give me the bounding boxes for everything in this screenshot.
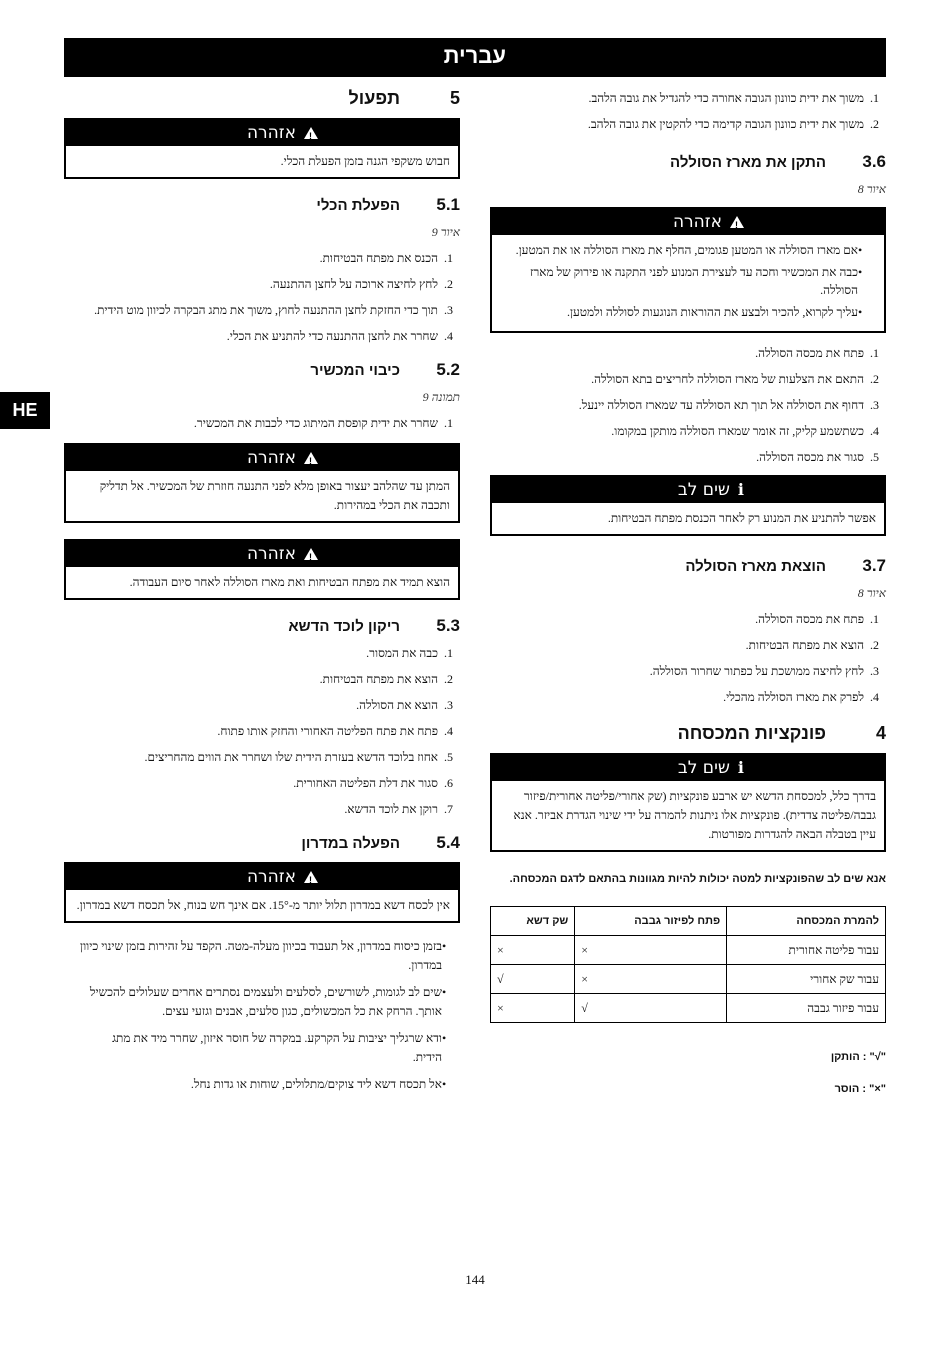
section-heading-5-1: 5.1 הפעלת הכלי	[316, 195, 460, 214]
table-row	[491, 965, 886, 994]
warning-box-header: ! אזהרה	[66, 445, 458, 471]
list-item: .6 סגור את דלת הפליטה האחורית.	[293, 776, 453, 790]
list-item: .3 תוך כדי החזקת לחצן ההתנעה לחוץ, משוך את מתג הבקרה לכיוון מוט הידית.	[94, 303, 453, 317]
figure-reference: תמונה 9	[422, 390, 460, 404]
table-row	[491, 994, 886, 1023]
legend-installed: "√" : הותקן	[830, 1051, 886, 1063]
list-item: .2 משוך את ידית כוונון הגובה קדימה כדי להקטין את גובה הלהב.	[587, 117, 879, 131]
table-row	[491, 936, 886, 965]
table-cell: √	[491, 965, 575, 994]
right-column	[490, 90, 886, 1113]
note-box-header: i שים לב	[492, 477, 884, 503]
note-text: בדרך כלל, למכסחת הדשא יש ארבע פונקציות (שק אחורי/פליטה אחורית/פיזור גבבה/פליטה צדדית). פונקציות אלו ניתנות להמרה על ידי שינוי הגדרת אביזר. אנא עיין בטבלה הבאה להגדרות מפורטות.	[513, 789, 876, 841]
figure-reference: איור 8	[857, 182, 886, 196]
table-cell: √	[575, 994, 727, 1023]
table-note: אנא שים לב שהפונקציות למטה יכולות להיות מגוונות בהתאם לדגם המכסחה.	[509, 873, 886, 885]
info-icon: i	[737, 758, 744, 777]
table-cell: עבור פליטה אחורית	[727, 936, 886, 965]
section-heading-5: 5 תפעול	[348, 88, 460, 108]
list-item: .2 הוצא את מפתח הבטיחות.	[745, 638, 879, 652]
section-heading-5-4: 5.4 הפעלה במדרון	[301, 833, 460, 852]
function-table	[490, 906, 886, 1023]
list-item: .1 שחרר את ידית קופסת המיתוג כדי לכבות את המכשיר.	[193, 416, 453, 430]
bullet-item: • ודא שרגליך יציבות על הקרקע. במקרה של חוסר איזון, שחרר מיד את מתג הידית.	[112, 1031, 447, 1064]
table-cell: ×	[575, 936, 727, 965]
list-item: .4 שחרר את לחצן ההתנעה כדי להתניע את הכלי.	[226, 329, 453, 343]
list-item: .1 פתח את מכסה הסוללה.	[755, 612, 879, 626]
bullet-item: • עליך לקרוא, להכיר ולבצע את ההוראות הנוגעות לסוללה ולמטען.	[566, 305, 863, 319]
figure-reference: איור 8	[857, 586, 886, 600]
warning-box-header: ! אזהרה	[66, 120, 458, 146]
warning-box	[64, 539, 460, 600]
table-header-row	[491, 907, 886, 936]
list-item: .4 לפרק את מארז הסוללה מהכלי.	[723, 690, 879, 704]
language-header-title: עברית	[443, 43, 506, 68]
list-item: .5 סגור את מכסה הסוללה.	[756, 450, 879, 464]
warning-box-header: ! אזהרה	[66, 541, 458, 567]
list-item: .2 התאם את הצלעות של מארז הסוללה לחריצים בתא הסוללה.	[591, 372, 879, 386]
section-heading-5-3: 5.3 ריקון לוכד הדשא	[288, 616, 460, 635]
list-item: .1 משוך את ידית כוונון הגובה אחורה כדי להגדיל את גובה הלהב.	[588, 91, 879, 105]
section-heading-4: 4 פונקציות המכסחה	[677, 723, 886, 743]
note-box	[490, 475, 886, 536]
list-item: .2 לחץ לחיצה ארוכה על לחצן ההתנעה.	[269, 277, 453, 291]
warning-box	[490, 207, 886, 333]
table-cell: ×	[491, 936, 575, 965]
section-heading-3-7: 3.7 הוצאת מארז הסוללה	[685, 556, 886, 575]
warning-triangle-icon	[304, 548, 318, 560]
warning-text: אין לכסח דשא במדרון תלול יותר מ-15°. אם אינך חש בנוח, אל תכסח דשא במדרון.	[76, 898, 450, 912]
bullet-item: • שים לב לגומות, לשורשים, לסלעים ולעצמים נסתרים אחרים שעלולים להכשיל אותך. הרחק את כל המכשולים, כגון סלעים, אבנים וגזעי עצים.	[89, 985, 447, 1018]
list-item: .2 הוצא את מפתח הבטיחות.	[319, 672, 453, 686]
note-box-header: i שים לב	[492, 755, 884, 781]
warning-text: הוצא תמיד את מפתח הבטיחות ואת מארז הסוללה לאחר סיום העבודה.	[129, 575, 450, 589]
table-cell: עבור שק אחורי	[727, 965, 886, 994]
table-cell: ×	[575, 965, 727, 994]
list-item: .3 דחוף את הסוללה אל תוך תא הסוללה עד שמארז הסוללה יינעל.	[578, 398, 879, 412]
list-item: .7 רוקן את לוכד הדשא.	[344, 802, 453, 816]
warning-triangle-icon	[304, 871, 318, 883]
list-item: .1 פתח את מכסה הסוללה.	[755, 346, 879, 360]
warning-triangle-icon	[730, 216, 744, 228]
warning-triangle-icon	[304, 127, 318, 139]
section-heading-5-2: 5.2 כיבוי המכשיר	[310, 360, 460, 379]
section-heading-3-6: 3.6 התקן את מארז הסוללה	[670, 152, 886, 171]
bullet-item: • כבה את המכשיר וחכה עד לעצירת המנוע לפני התקנה או פירוק של מארז הסוללה.	[530, 265, 863, 297]
warning-box	[64, 862, 460, 923]
table-cell: ×	[491, 994, 575, 1023]
table-header-cell: שק דשא	[491, 907, 575, 936]
note-box	[490, 753, 886, 852]
language-side-tab: HE	[0, 392, 50, 429]
left-column	[64, 90, 460, 1098]
warning-box	[64, 443, 460, 523]
note-text: אפשר להתניע את המנוע רק לאחר הכנסת מפתח הבטיחות.	[607, 511, 876, 525]
list-item: .4 כשתשמע קליק, זה אומר שמארז הסוללה מותקן במקומו.	[611, 424, 879, 438]
bullet-item: • אל תכסח דשא ליד צוקים/מתלולים, שוחות או גדות נחל.	[190, 1077, 447, 1091]
list-item: .3 לחץ לחיצה ממושכת על כפתור שחרור הסוללה.	[649, 664, 879, 678]
warning-box-header: ! אזהרה	[66, 864, 458, 890]
warning-box	[64, 118, 460, 179]
list-item: .5 אחוז בלוכד הדשא בעזרת הידית שלו ושחרר את הווים מהחריצים.	[144, 750, 453, 764]
warning-box-header: ! אזהרה	[492, 209, 884, 235]
page-number: 144	[465, 1272, 485, 1287]
language-header-bar	[64, 38, 886, 77]
list-item: .1 כבה את המסור.	[366, 646, 453, 660]
list-item: .3 הוצא את הסוללה.	[356, 698, 453, 712]
table-cell: עבור פיזור גבבה	[727, 994, 886, 1023]
figure-reference: איור 9	[431, 225, 460, 239]
list-item: .1 הכנס את מפתח הבטיחות.	[319, 251, 453, 265]
warning-text: המתן עד שהלהב יעצור באופן מלא לפני התנעה חוזרת של המכשיר. אל תדליק ותכבה את הכלי במהירות.	[99, 479, 450, 512]
bullet-item: • אם מארז הסוללה או המטען פגומים, החלף את מארז הסוללה או את המטען.	[515, 243, 863, 257]
bullet-item: • בזמן כיסוח במדרון, אל תעבוד בכיוון מעלה-מטה. הקפד על זהירות בזמן שינוי כיוון במדרון.	[80, 939, 447, 972]
warning-text: חבוש משקפי הגנה בזמן הפעלת הכלי.	[280, 154, 450, 168]
table-header-cell: להמרת המכסחה	[727, 907, 886, 936]
info-icon: i	[737, 480, 744, 499]
table-header-cell: פתח לפיזור גבבה	[575, 907, 727, 936]
list-item: .4 פתח את פתח הפליטה האחורי והחזק אותו פתוח.	[217, 724, 453, 738]
legend-removed: "×" : הוסר	[834, 1083, 886, 1095]
warning-triangle-icon	[304, 452, 318, 464]
